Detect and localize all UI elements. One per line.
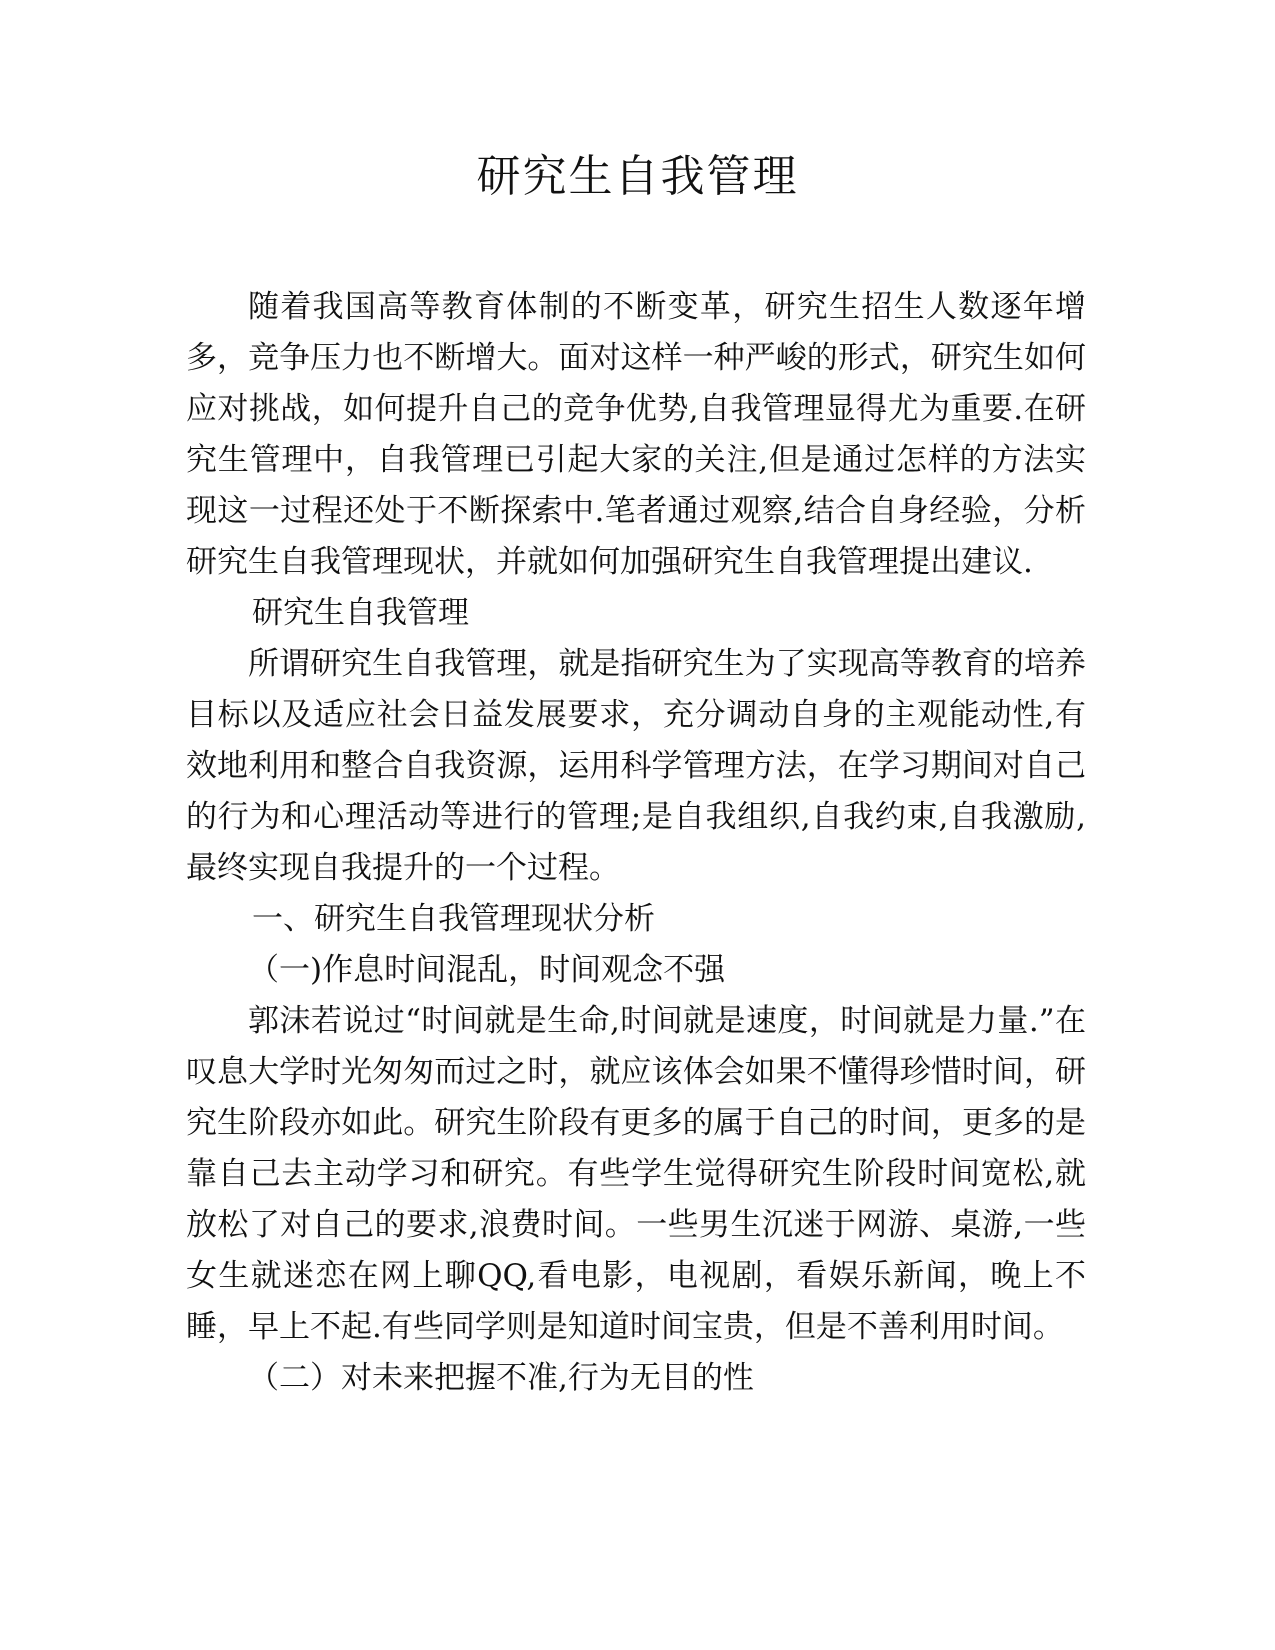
section-heading: 研究生自我管理 [252,595,469,631]
section-heading-1: 一、研究生自我管理现状分析 [252,901,655,937]
time-management-paragraph: 郭沫若说过“时间就是生命,时间就是速度，时间就是力量.”在叹息大学时光匆匆而过之时，就应该体会如果不懂得珍惜时间，研究生阶段亦如此。研究生阶段有更多的属于自己的时间，更多的是靠自己去主动学习和研究。有些学生觉得研究生阶段时间宽松,就放松了对自己的要求,浪费时间。一些男生沉迷于网游、桌游,一些女生就迷恋在网上聊QQ,看电影，电视剧，看娱乐新闻，晚上不睡，早上不起.有些同学则是知道时间宝贵，但是不善利用时间。 [186,1003,1086,1345]
subsection-heading-1: （一)作息时间混乱，时间观念不强 [248,952,726,988]
definition-paragraph: 所谓研究生自我管理，就是指研究生为了实现高等教育的培养目标以及适应社会日益发展要求，充分调动自身的主观能动性,有效地利用和整合自我资源，运用科学管理方法，在学习期间对自己的行为和心理活动等进行的管理;是自我组织,自我约束,自我激励,最终实现自我提升的一个过程。 [186,646,1086,886]
intro-paragraph: 随着我国高等教育体制的不断变革，研究生招生人数逐年增多，竞争压力也不断增大。面对这样一种严峻的形式，研究生如何应对挑战，如何提升自己的竞争优势,自我管理显得尤为重要.在研究生管理中，自我管理已引起大家的关注,但是通过怎样的方法实现这一过程还处于不断探索中.笔者通过观察,结合自身经验，分析研究生自我管理现状，并就如何加强研究生自我管理提出建议. [186,289,1086,580]
subsection-heading-2: （二）对未来把握不准,行为无目的性 [248,1360,754,1396]
document-body [186,282,1086,1404]
page-title: 研究生自我管理 [476,151,799,202]
